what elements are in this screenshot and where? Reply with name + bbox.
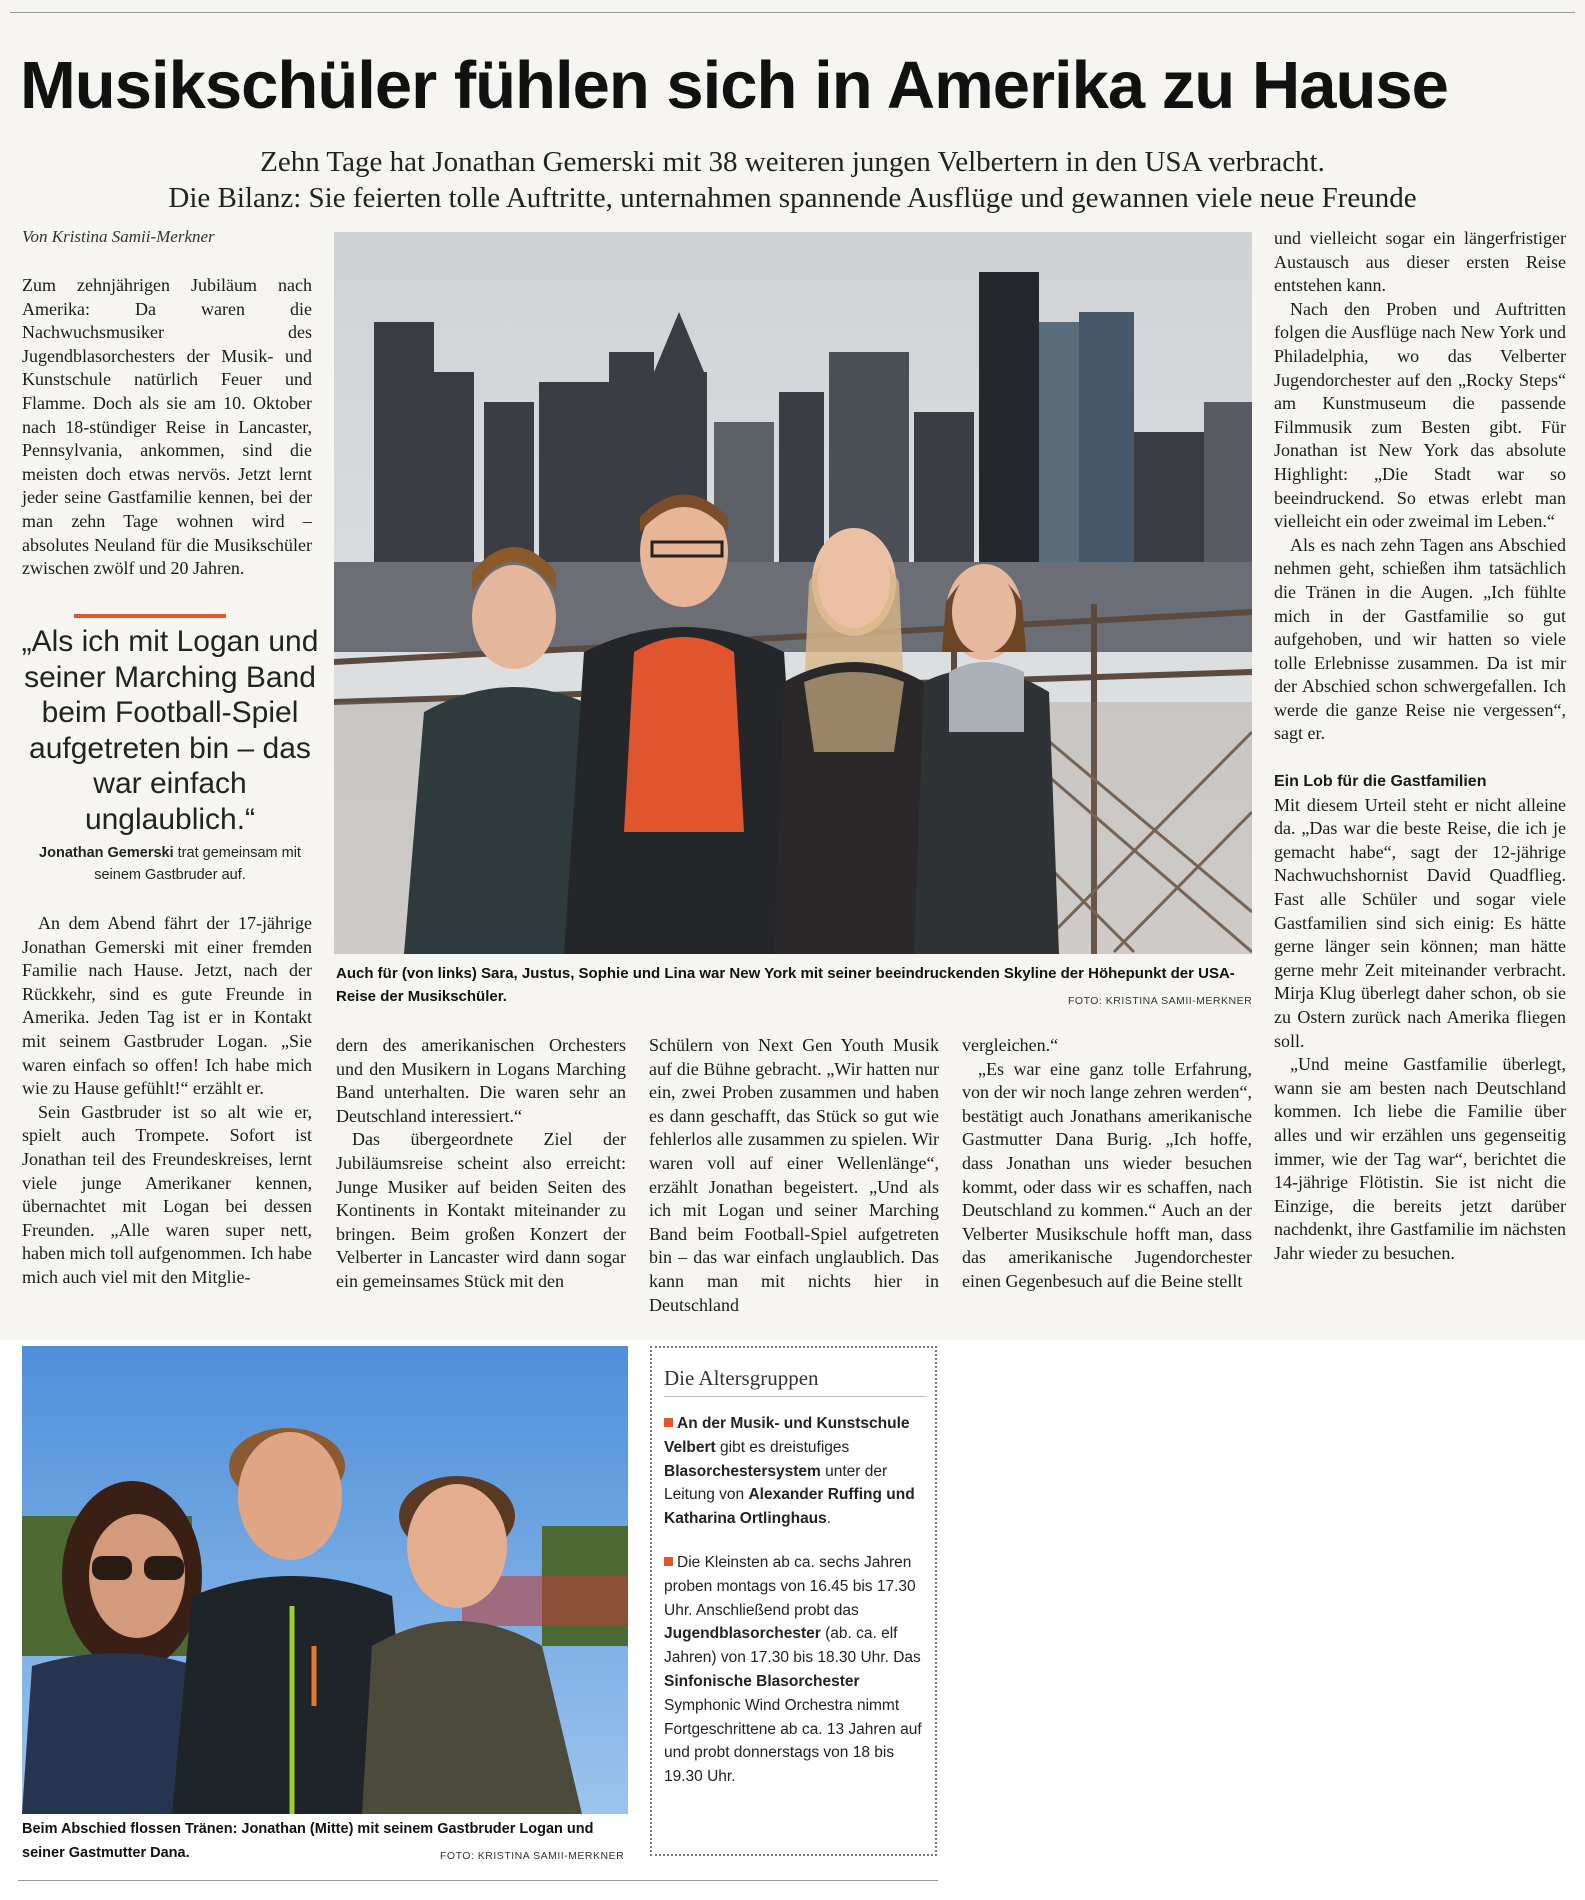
info-box-rule (664, 1396, 926, 1397)
pullquote: „Als ich mit Logan und seiner Marching Band beim Football-Spiel aufgetreten bin – das war einfach unglaublich.“ (21, 625, 319, 836)
photo-new-york-skyline (334, 232, 1252, 954)
pullquote-note: trat gemeinsam mit seinem Gastbruder auf. (94, 845, 301, 883)
photo2-caption: Beim Abschied flossen Tränen: Jonathan (Mitte) mit seinem Gastbruder Logan und seiner Gastmutter Dana. (22, 1821, 594, 1861)
info-text: unter der Leitung von (664, 1462, 888, 1504)
info-bold-jugend: Jugendblasorchester (664, 1625, 821, 1643)
subheading: Ein Lob für die Gastfamilien (1274, 773, 1487, 791)
paragraph: Nach den Proben und Auftritten folgen die Ausflüge nach New York und Philadelphia, wo das Velberter Jugendorchester auf den „Rocky Steps“ am Kunstmuseum die passende Filmmusik zum Besten gibt. Für Jonathan ist New York das absolute Highlight: „Die Stadt war so beeindruckend. So etwas erlebt man vielleicht ein oder zweimal im Leben.“ (1274, 298, 1566, 532)
pullquote-name: Jonathan Gemerski (39, 845, 174, 861)
article-column-1-top (22, 274, 312, 581)
info-text: Die Kleinsten ab ca. sechs Jahren proben montags von 16.45 bis 17.30 Uhr. Anschließend probt das (664, 1553, 916, 1619)
bottom-rule (18, 1880, 938, 1881)
photo2-credit: FOTO: KRISTINA SAMII-MERKNER (440, 1850, 625, 1862)
top-rule (10, 12, 1575, 13)
info-text: (ab. ca. elf Jahren) von 17.30 bis 18.30 Uhr. Das (664, 1625, 921, 1667)
photo1-caption: Auch für (von links) Sara, Justus, Sophie und Lina war New York mit seiner beeindruckenden Skyline der Höhepunkt der USA-Reise der Musikschüler. (336, 965, 1235, 1005)
info-text: Symphonic Wind Orchestra nimmt Fortgeschrittene ab ca. 13 Jahren auf und probt donnerstags von 18 bis 19.30 Uhr. (664, 1696, 922, 1786)
paragraph: Das übergeordnete Ziel der Jubiläumsreise scheint also erreicht: Junge Musiker auf beiden Seiten des Kontinents in Kontakt miteinander zu bringen. Beim großen Konzert der Velberter in Lancaster wird dann sogar ein gemeinsames Stück mit den (336, 1129, 626, 1291)
deck-line-2: Die Bilanz: Sie feierten tolle Auftritte, unternahmen spannende Ausflüge und gewannen viele neue Freunde (168, 182, 1417, 214)
paragraph: „Und meine Gastfamilie überlegt, wann sie am besten nach Deutschland kommen. Ich liebe die Familie über alles und wir erzählen uns gegenseitig immer, wie der Tag war“, berichtet die 14-jährige Flötistin. Sie ist nicht die Einzige, die bereits jetzt darüber nachdenkt, ihre Gastfamilie im nächsten Jahr wieder zu besuchen. (1274, 1054, 1566, 1263)
skyline-photo-illustration (334, 232, 1252, 954)
headline: Musikschüler fühlen sich in Amerika zu Hause (20, 48, 1448, 123)
photo-farewell (22, 1346, 628, 1814)
info-bold-system: Blasorchestersystem (664, 1462, 821, 1480)
bullet-square-icon (664, 1557, 673, 1566)
article-column-3 (649, 1034, 939, 1317)
paragraph: Mit diesem Urteil steht er nicht alleine da. „Das war die beste Reise, die ich je gemacht habe“, sagt der 12-jährige Nachwuchshornist David Quadflieg. Fast alle Schüler und sogar viele Gastfamilien sind sich einig: Es hätte gerne länger sein können; man hätte gerne mehr Zeit miteinander verbracht. Mirja Klug überlegt daher schon, ob sie zu Ostern zurück nach Amerika fliegen soll. (1274, 794, 1566, 1051)
spacer (1274, 746, 1566, 770)
paragraph: vergleichen.“ (962, 1035, 1059, 1055)
paragraph: Zum zehnjährigen Jubiläum nach Amerika: Da waren die Nachwuchsmusiker des Jugendblasorchesters der Musik- und Kunstschule natürlich Feuer und Flamme. Doch als sie am 10. Oktober nach 18-stündiger Reise in Lancaster, Pennsylvania, ankommen, sind die meisten doch etwas nervös. Jetzt lernt jeder seine Gastfamilie kennen, bei der man zehn Tage wohnen wird – absolutes Neuland für die Musikschüler zwischen zwölf und 20 Jahren. (22, 275, 312, 579)
info-paragraph-2 (664, 1551, 926, 1789)
paragraph: „Es war eine ganz tolle Erfahrung, von der wir noch lange zehren werden“, bestätigt auch Jonathans amerikanische Gastmutter Dana Burig. „Ich hoffe, dass Jonathan uns wieder besuchen kommt, oder dass wir es schaffen, nach Deutschland zu kommen.“ Auch an der Velberter Musikschule hofft man, dass das amerikanische Jugendorchester einen Gegenbesuch auf die Beine stellt (962, 1058, 1252, 1291)
pullquote-rule (74, 614, 226, 618)
info-bold-leaders: Alexander Ruffing und Katharina Ortlinghaus (664, 1486, 915, 1528)
info-box-body (664, 1412, 926, 1809)
paragraph: Schülern von Next Gen Youth Musik auf die Bühne gebracht. „Wir hatten nur ein, zwei Proben zusammen und haben es dann geschafft, das Stück so gut wie fehlerlos alle zusammen zu spielen. Wir waren voll auf einer Wellenlänge“, erzählt Jonathan begeistert. „Und als ich mit Logan und seiner Marching Band beim Football-Spiel aufgetreten bin – das war einfach unglaublich. Das kann man mit nichts hier in Deutschland (649, 1035, 939, 1315)
deck (20, 144, 1565, 216)
paragraph: Sein Gastbruder ist so alt wie er, spielt auch Trompete. Sofort ist Jonathan teil des Freundeskreises, lernt viele junge Amerikaner kennen, übernachtet mit Logan bei dessen Freunden. „Alle waren super nett, haben mich toll aufgenommen. Ich habe mich auch viel mit den Mitglie- (22, 1101, 312, 1287)
info-text: . (826, 1510, 832, 1528)
info-paragraph-1 (664, 1412, 926, 1531)
paragraph: dern des amerikanischen Orchesters und den Musikern in Logans Marching Band unterhalten. Die waren sehr an Deutschland interessiert.“ (336, 1035, 626, 1126)
info-box-title: Die Altersgruppen (664, 1366, 819, 1390)
info-box (650, 1346, 937, 1856)
photo1-credit: FOTO: KRISTINA SAMII-MERKNER (1068, 995, 1253, 1007)
deck-line-1: Zehn Tage hat Jonathan Gemerski mit 38 weiteren jungen Velbertern in den USA verbracht. (260, 146, 1325, 178)
paragraph: An dem Abend fährt der 17-jährige Jonathan Gemerski mit einer fremden Familie nach Hause. Jetzt, nach der Rückkehr, sind es gute Freunde in Amerika. Jeden Tag ist er in Kontakt mit seinem Gastbruder Logan. „Sie waren einfach so offen! Ich habe mich wie zu Hause gefühlt!“ erzählt er. (22, 913, 312, 1099)
paragraph: Als es nach zehn Tagen ans Abschied nehmen geht, schießen ihm tatsächlich die Tränen in die Augen. „Ich fühlte mich in der Gastfamilie so gut aufgehoben, und wir hatten so viele tolle Erlebnisse zusammen. Da ist mir der Abschied schon schwergefallen. Ich werde die ganze Reise nie vergessen“, sagt er. (1274, 534, 1566, 744)
article-column-2 (336, 1034, 626, 1294)
paragraph: und vielleicht sogar ein längerfristiger Austausch aus dieser ersten Reise entstehen kann. (1274, 228, 1566, 296)
pullquote-attribution (20, 842, 320, 886)
info-bold-school: An der Musik- und Kunstschule Velbert (664, 1415, 910, 1456)
info-text: gibt es dreistufiges (715, 1438, 850, 1456)
farewell-photo-illustration (22, 1346, 628, 1814)
article-column-4 (962, 1034, 1252, 1294)
article-column-5 (1274, 227, 1566, 1266)
info-bold-sinfonisch: Sinfonische Blasorchester (664, 1672, 860, 1690)
bullet-square-icon (664, 1418, 673, 1427)
byline: Von Kristina Samii-Merkner (22, 227, 215, 246)
article-column-1-bottom (22, 912, 312, 1290)
